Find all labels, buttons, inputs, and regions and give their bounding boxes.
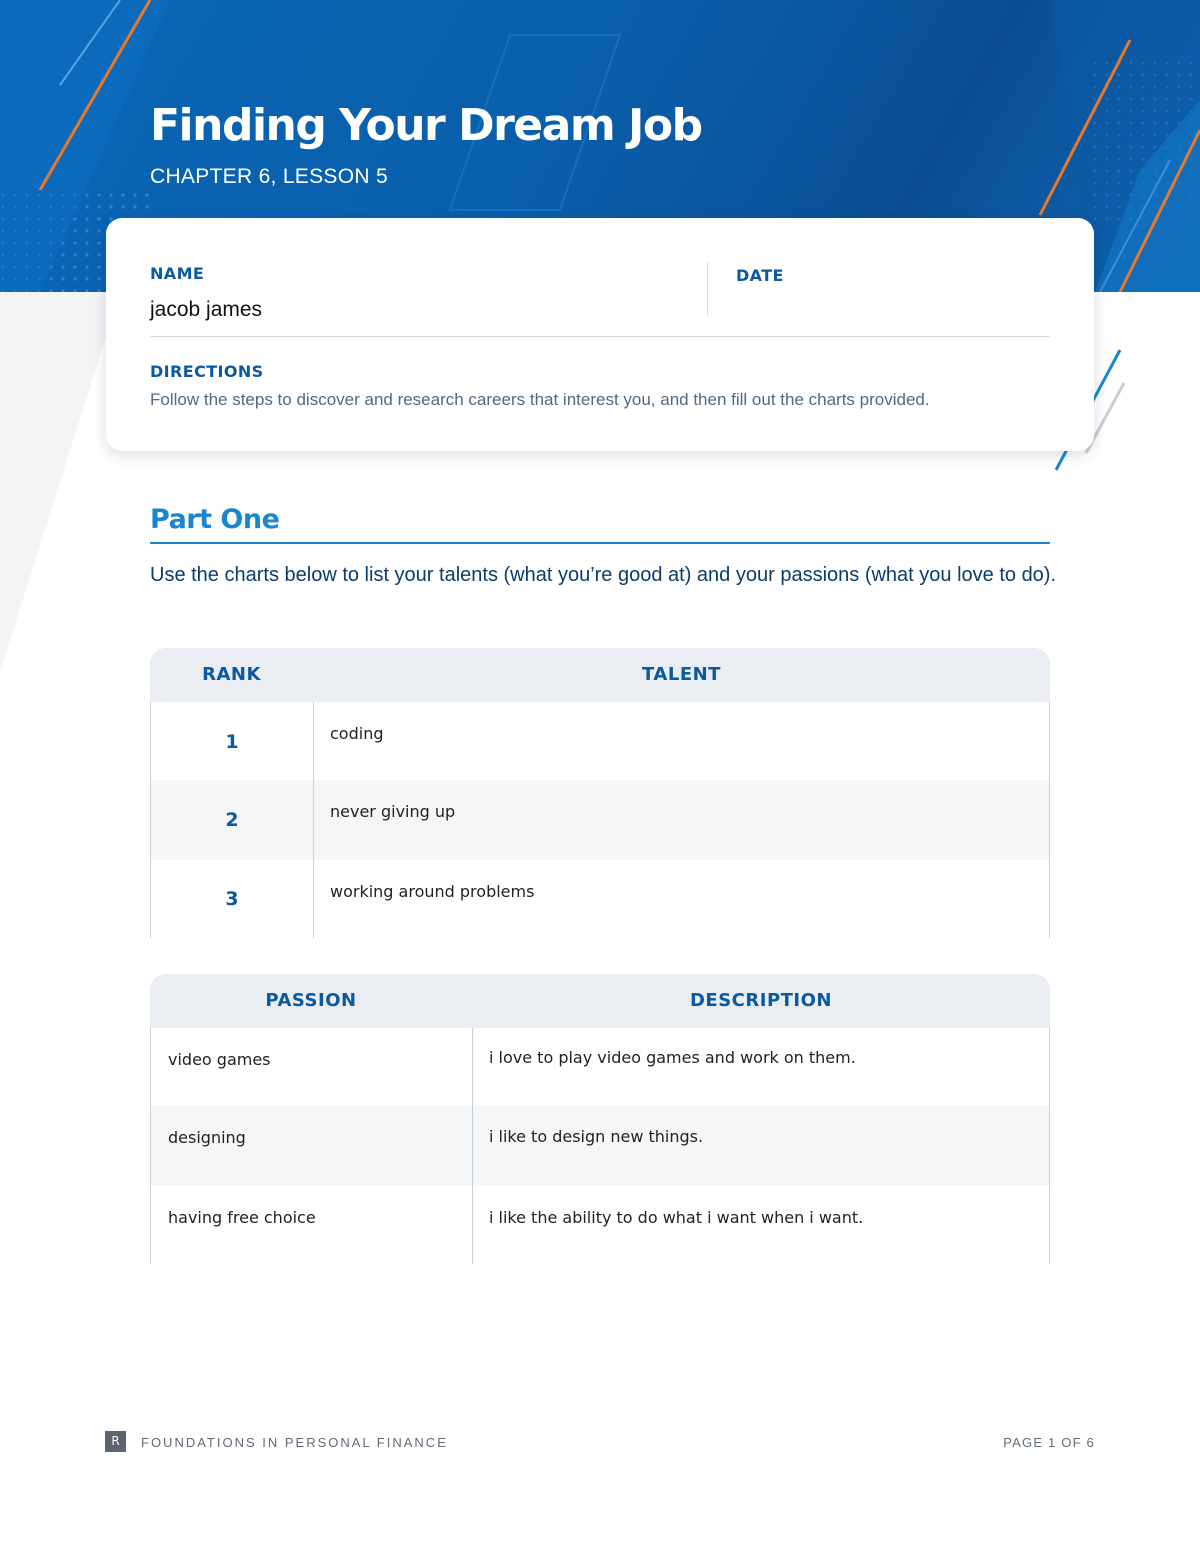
table-body: [150, 702, 1050, 938]
section-intro: Use the charts below to list your talents (what you’re good at) and your passions (what you love to do).: [150, 564, 1057, 586]
directions-text: Follow the steps to discover and research careers that interest you, and then fill out the charts provided.: [150, 390, 930, 409]
column-header-description: DESCRIPTION: [689, 990, 832, 1011]
name-field[interactable]: jacob james: [150, 298, 263, 321]
table-row: [151, 780, 1049, 860]
table-row: [151, 1186, 1049, 1264]
passions-table: [150, 974, 1050, 1264]
table-row: [151, 1028, 1049, 1106]
date-label: DATE: [736, 266, 784, 285]
footer-course-title: FOUNDATIONS IN PERSONAL FINANCE: [141, 1435, 448, 1450]
background-shape: [0, 292, 120, 672]
section-rule: [150, 542, 1050, 544]
table-header: [150, 648, 1050, 702]
description-field[interactable]: i like to design new things.: [489, 1127, 704, 1146]
card-divider: [150, 336, 1050, 337]
table-header: [150, 974, 1050, 1028]
talent-field[interactable]: working around problems: [330, 882, 535, 901]
table-row: [151, 860, 1049, 938]
section-title: Part One: [150, 504, 280, 535]
column-header-rank: RANK: [202, 664, 261, 685]
card-divider: [707, 262, 708, 316]
info-card: [106, 218, 1094, 451]
passion-field[interactable]: video games: [168, 1050, 271, 1069]
description-field[interactable]: i love to play video games and work on them.: [489, 1048, 856, 1067]
talent-field[interactable]: coding: [330, 724, 384, 743]
column-divider: [313, 702, 314, 938]
page-number: PAGE 1 OF 6: [1003, 1435, 1095, 1450]
brand-logo-icon: R: [105, 1431, 126, 1452]
column-header-talent: TALENT: [642, 664, 721, 685]
column-divider: [472, 1028, 473, 1264]
directions-label: DIRECTIONS: [150, 362, 264, 381]
table-row: [151, 1106, 1049, 1186]
rank-value: 1: [225, 731, 239, 753]
page-subtitle: CHAPTER 6, LESSON 5: [150, 165, 388, 188]
description-field[interactable]: i like the ability to do what i want when i want.: [489, 1208, 864, 1227]
column-header-passion: PASSION: [265, 990, 357, 1011]
page-title: Finding Your Dream Job: [150, 100, 702, 151]
name-label: NAME: [150, 264, 205, 283]
passion-field[interactable]: having free choice: [168, 1208, 316, 1227]
talents-table: [150, 648, 1050, 938]
talent-field[interactable]: never giving up: [330, 802, 456, 821]
date-field[interactable]: [736, 292, 1036, 322]
rank-value: 2: [225, 809, 239, 831]
table-row: [151, 702, 1049, 780]
passion-field[interactable]: designing: [168, 1128, 246, 1147]
table-body: [150, 1028, 1050, 1264]
rank-value: 3: [225, 888, 239, 910]
